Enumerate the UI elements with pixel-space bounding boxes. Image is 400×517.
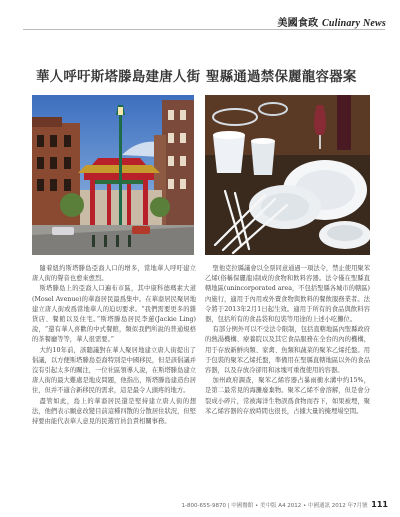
article-title: 華人呼吁斯塔滕島建唐人街 [36,70,201,85]
footer-text: 1-800-655-9870 | 中國餐館 • 美中版 A4 2012 • 中國通訊 2012 年7月號 [181,503,368,509]
section-title: 美國食政 [277,18,319,29]
paragraph: 加州政府調查，聚苯乙烯容器占暴雨衝水溝中約15%，是第二最常見的海灘廢棄物。聚苯乙烯不會溶解，但是會分裂成小碎片，常被海洋生物誤爲食物而吞下，如果被埋，聚苯乙烯容器的存放時間也很長，占據大量的掩埋場空間。 [205,377,370,415]
paragraph: 大約10年前，該聽議對在華人聚居地建立唐人街提出了倡議，以方便斯塔滕島亞裔特別是中國移民，但是該倡議并沒有引起太多的關注，一位社區領導人說，在斯塔滕島建立唐人街的最大難處是地皮問題，他指出，斯塔滕島建造台居住，但并不適合新移民的需求，這是最令人頭疼的地方。 [32,346,196,395]
article-body [205,264,370,417]
paragraph: 斯塔滕島上的亞裔人口遍布市區，其中康科德瑪素大道(Mosel Avenue)的華裔居民最爲集中。在華裔居民聚居地建立唐人街或爲當地華人的迫切要求。“我們需要更多的雜貨店、餐館以及住宅。”斯塔滕島居民李蓮(Jackie Ling)說，“還有華人喜歡的中式餐館，類似我們所說的普通規格的茶餐廳等等，華人很需要。” [32,285,196,344]
chinatown-gate-photo [32,95,194,255]
paragraph: 隨着紐約斯塔滕島亞裔人口的增多，當地華人呼吁建立唐人街的聲音也愈來愈烈。 [32,265,196,283]
header-rule [23,29,385,30]
section-subtitle: Culinary News [321,18,386,29]
paragraph: 聖他克拉縣議會以全票同意通過一項法令，禁止使用聚苯乙烯(俗稱保麗龍)制成的食物和飲料容器。法令僅在聖縣直轄地區(unincorporated area，不包括聖縣各城市的轄區)內施行，適用于內用或外賣食物與飲料的餐飲服務業者。法令將于2013年2月1日起生效。適用于所有的食品與飲料容器，包括所有的食品袋和包裝等用途的上述小吃攤位。 [205,265,370,324]
paragraph: 有部分例外可以不受法令限制，包括直轄地區內聖縣政府的熱湯機構、療養院以及其它食品服務在全台的內的機構，用于存放新鮮肉類、家禽、魚類和蔬菜的聚苯乙烯托盤。用于包裝的聚苯乙烯托盤，準備用在聖縣直轄地區以外的食品容器，以及存放冷卻用和冰塊可重復使用的容器。 [205,326,370,375]
article-title: 聖縣通過禁保麗龍容器案 [206,70,357,85]
paragraph: 盡管如此，島上的華裔居民還是堅持建立唐人街的想法，他們表示願意改變目前這種四散的分散居住狀況，但堅持要由能代表華人意見的民選官員負責相關事務。 [32,397,196,426]
article-body [32,264,196,427]
section-header [277,14,386,29]
tableware-photo [205,95,370,255]
page-number: 111 [371,500,388,509]
page-footer [182,500,388,509]
